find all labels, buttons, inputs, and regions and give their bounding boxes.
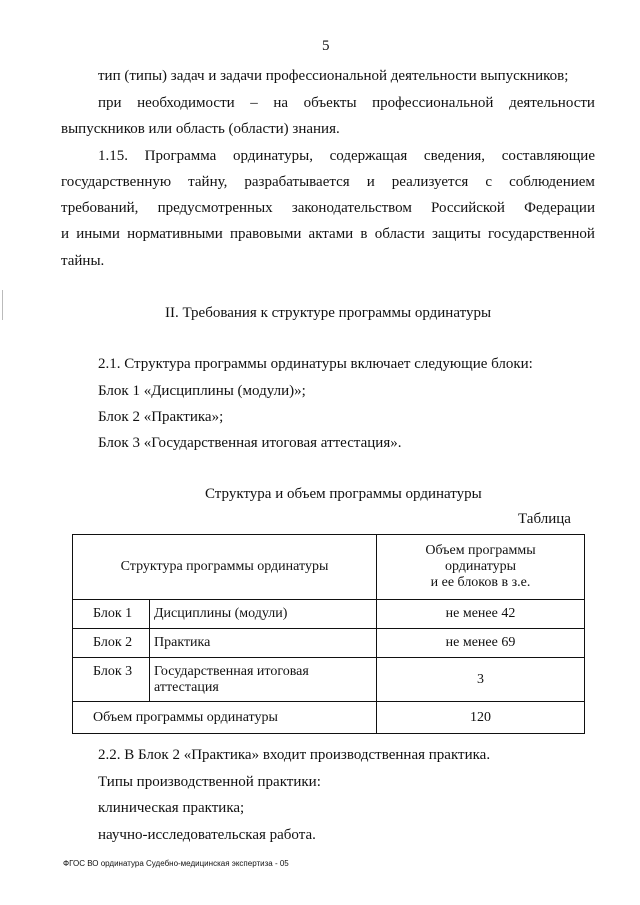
list-item: Блок 1 «Дисциплины (модули)»; [98,383,306,399]
word: государственную [61,174,172,190]
word: Российской [431,200,505,216]
word: и [61,226,70,242]
header-volume-line: и ее блоков в з.е. [430,575,531,590]
total-label: Объем программы ординатуры [93,710,278,725]
table-rule [149,599,150,701]
cell-block: Блок 3 [93,664,133,679]
word: законодательством [291,200,412,216]
word: предусмотренных [157,200,273,216]
cell-name: Дисциплины (модули) [154,606,288,621]
page-number: 5 [322,38,330,54]
justified-line [98,94,595,112]
word: на [273,95,289,111]
section-heading: II. Требования к структуре программы ординатуры [164,305,492,321]
list-item: Блок 2 «Практика»; [98,409,224,425]
structure-table [72,534,585,734]
header-volume-line: Объем программы [425,543,536,558]
page-footer: ФГОС ВО ординатура Судебно-медицинская экспертиза - 05 [63,859,289,868]
cell-name [154,664,309,696]
word: деятельности [509,95,595,111]
cell-volume: не менее 69 [445,635,516,650]
list-item: Блок 3 «Государственная итоговая аттестация». [98,435,402,451]
cell-volume: не менее 42 [445,606,516,621]
word: объекты [303,95,357,111]
word: при [98,95,122,111]
word: содержащая [329,148,408,164]
cell-volume: 3 [477,672,484,687]
word: государственной [488,226,595,242]
justified-line [98,147,595,165]
cell-name-line: аттестация [154,680,219,695]
word: и [366,174,375,190]
table-caption: Структура и объем программы ординатуры [205,486,482,502]
word: профессиональной [372,95,494,111]
header-structure: Структура программы ординатуры [120,559,329,574]
word: с [485,174,493,190]
word: требований, [61,200,139,216]
paragraph-line: тип (типы) задач и задачи профессиональной деятельности выпускников; [98,68,569,84]
word: иными [76,226,120,242]
word: реализуется [391,174,469,190]
cell-block: Блок 2 [93,635,133,650]
word: ординатуры, [233,148,313,164]
word: защиты [432,226,481,242]
word: – [250,95,258,111]
word: составляющие [501,148,595,164]
word: тайну, [188,174,228,190]
total-value: 120 [470,710,491,725]
table-label: Таблица [518,511,571,527]
word: разрабатывается [244,174,350,190]
word: в [360,226,368,242]
word: соблюдением [509,174,595,190]
word: области [374,226,425,242]
word: Федерации [524,200,595,216]
paragraph-line: Типы производственной практики: [98,774,321,790]
word: 1.15. [98,148,128,164]
word: необходимости [137,95,235,111]
paragraph-line: выпускников или область (области) знания. [61,121,340,137]
word: актами [308,226,354,242]
cell-name-line: Государственная итоговая [154,664,309,679]
word: нормативными [127,226,223,242]
justified-line [61,173,595,191]
paragraph-line: 2.1. Структура программы ординатуры включает следующие блоки: [98,356,533,372]
word: сведения, [423,148,486,164]
paragraph-line: тайны. [61,253,105,269]
word: правовыми [230,226,302,242]
list-item: клиническая практика; [98,800,245,816]
justified-line [61,225,595,243]
paragraph-line: 2.2. В Блок 2 «Практика» входит производственная практика. [98,747,491,763]
cell-block: Блок 1 [93,606,133,621]
header-volume-line: ординатуры [444,559,517,574]
table-rule [73,701,584,702]
header-volume [377,543,584,591]
list-item: научно-исследовательская работа. [98,827,316,843]
justified-line [61,199,595,217]
word: Программа [144,148,217,164]
cell-name: Практика [154,635,211,650]
